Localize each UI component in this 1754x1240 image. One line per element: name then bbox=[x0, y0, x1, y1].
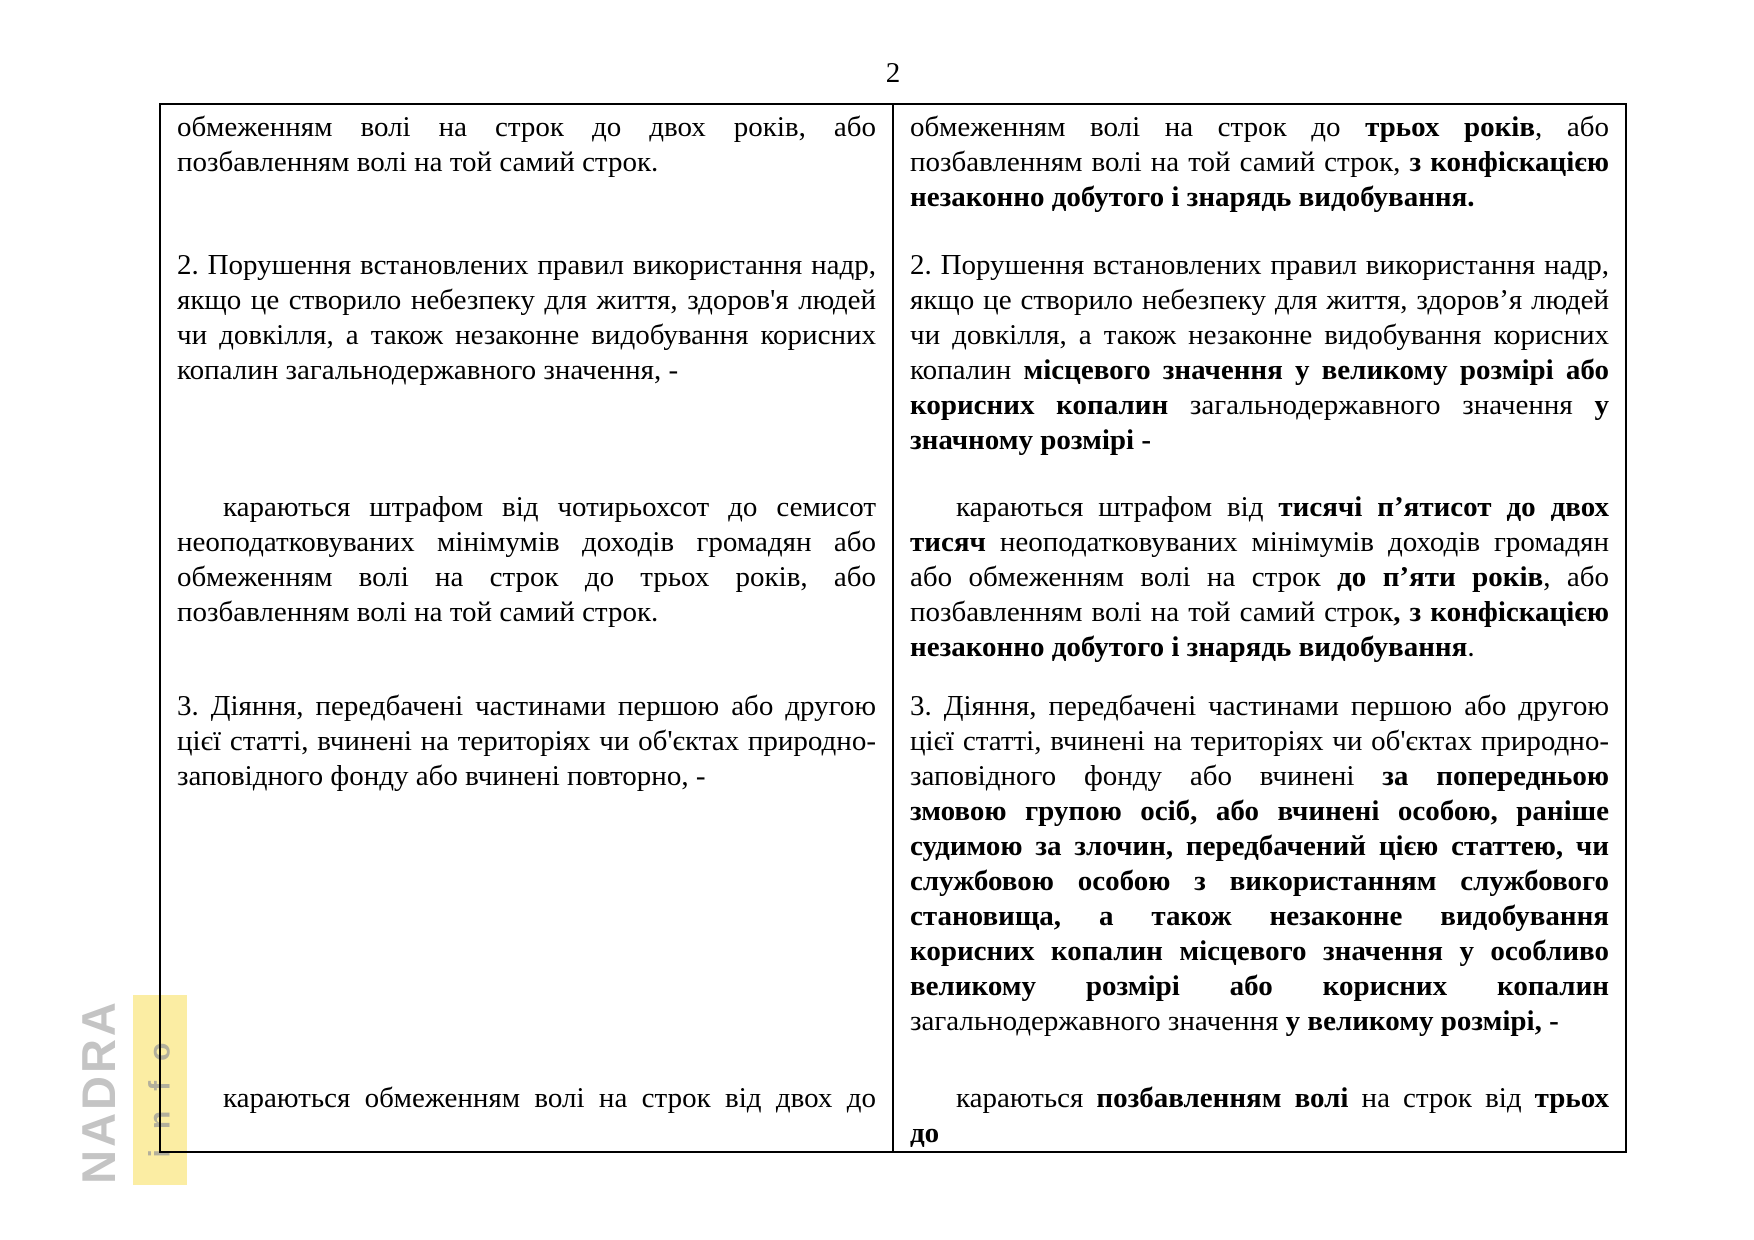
cell-right-4 bbox=[894, 684, 1625, 1076]
text-segment: караються обмеженням волі на строк від двох до bbox=[223, 1082, 876, 1114]
amended-text-segment: трьох років bbox=[1365, 111, 1536, 143]
watermark-sub-text: info bbox=[143, 1022, 177, 1158]
amended-text-segment: місцевого значення у великому розмірі або корисних копалин bbox=[910, 354, 1609, 421]
text-segment: 2. Порушення встановлених правил використання надр, якщо це створило небезпеку для життя, здоров'я людей чи довкілля, а також незаконне видобування корисних копалин загальнодержавного значення, - bbox=[177, 249, 876, 386]
watermark-brand bbox=[58, 995, 138, 1187]
table-row bbox=[161, 684, 1625, 1076]
text-segment: на строк від bbox=[1348, 1082, 1535, 1114]
text-segment: караються bbox=[956, 1082, 1097, 1114]
cell-left-2 bbox=[161, 243, 894, 485]
paragraph-left-1 bbox=[177, 110, 876, 180]
text-segment: караються штрафом від чотирьохсот до семисот неоподатковуваних мінімумів доходів громадян або обмеженням волі на строк до трьох років, або позбавленням волі на той самий строк. bbox=[177, 491, 876, 628]
table-row bbox=[161, 1076, 1625, 1151]
text-segment: 2. Порушення встановлених правил використання надр, якщо це створило небезпеку для життя, здоров’я людей чи довкілля, а також незаконне видобування корисних копалин bbox=[910, 249, 1609, 386]
cell-left-4 bbox=[161, 684, 894, 1076]
amended-text-segment: трьох до bbox=[910, 1082, 1609, 1149]
text-segment: обмеженням волі на строк до bbox=[910, 111, 1366, 143]
amended-text-segment: позбавленням волі bbox=[1096, 1082, 1349, 1114]
text-segment: неоподатковуваних мінімумів доходів громадян або обмеженням волі на строк bbox=[910, 526, 1609, 593]
amended-text-segment: у великому розмірі, - bbox=[1285, 1005, 1559, 1037]
paragraph-right-3 bbox=[910, 490, 1609, 665]
amended-text-segment: за попередньою змовою групою осіб, або вчинені особою, раніше судимою за злочин, передбачений цією статтею, чи службовою особою з використанням службового становища, а також незаконне видобування корисних копалин місцевого значення у особливо великому розмірі або корисних копалин bbox=[910, 760, 1610, 1002]
cell-right-3 bbox=[894, 485, 1625, 684]
amended-text-segment: з конфіскацією незаконно добутого і знарядь видобування. bbox=[910, 146, 1609, 213]
table-row bbox=[161, 243, 1625, 485]
table-row bbox=[161, 485, 1625, 684]
text-segment: загальнодержавного значення bbox=[1168, 389, 1595, 421]
cell-left-3 bbox=[161, 485, 894, 684]
paragraph-left-3 bbox=[177, 490, 876, 630]
amended-text-segment: до п’яти років bbox=[1337, 561, 1544, 593]
text-segment: загальнодержавного значення bbox=[910, 1005, 1286, 1037]
table-row bbox=[161, 105, 1625, 243]
text-segment: . bbox=[1467, 631, 1475, 663]
amended-text-segment: тисячі п’ятисот до двох тисяч bbox=[910, 491, 1609, 558]
text-segment: , або позбавленням волі на той самий строк, bbox=[910, 111, 1609, 178]
cell-left-5 bbox=[161, 1076, 894, 1151]
amended-text-segment: , з конфіскацією незаконно добутого і знарядь видобування bbox=[910, 596, 1609, 663]
text-segment: 3. Діяння, передбачені частинами першою або другою цієї статті, вчинені на територіях чи об'єктах природно-заповідного фонду або вчинені повторно, - bbox=[177, 690, 876, 792]
paragraph-right-2 bbox=[910, 248, 1609, 458]
comparison-table bbox=[159, 103, 1627, 1153]
text-segment: караються штрафом від bbox=[956, 491, 1279, 523]
text-segment: 3. Діяння, передбачені частинами першою або другою цієї статті, вчинені на територіях чи об'єктах природно-заповідного фонду або вчинені bbox=[910, 690, 1609, 792]
page-number: 2 bbox=[885, 57, 901, 89]
cell-right-1 bbox=[894, 105, 1625, 243]
cell-right-5 bbox=[894, 1076, 1625, 1151]
paragraph-left-4 bbox=[177, 689, 876, 794]
text-segment: обмеженням волі на строк до двох років, або позбавленням волі на той самий строк. bbox=[177, 111, 876, 178]
paragraph-right-4 bbox=[910, 689, 1609, 1039]
cell-left-1 bbox=[161, 105, 894, 243]
paragraph-right-5 bbox=[910, 1081, 1609, 1151]
watermark-brand-text: NADRA bbox=[71, 998, 125, 1184]
cell-right-2 bbox=[894, 243, 1625, 485]
text-segment: , або позбавленням волі на той самий строк bbox=[910, 561, 1609, 628]
paragraph-left-5 bbox=[177, 1081, 876, 1116]
amended-text-segment: у значному розмірі - bbox=[910, 389, 1609, 456]
paragraph-right-1 bbox=[910, 110, 1609, 215]
paragraph-left-2 bbox=[177, 248, 876, 388]
